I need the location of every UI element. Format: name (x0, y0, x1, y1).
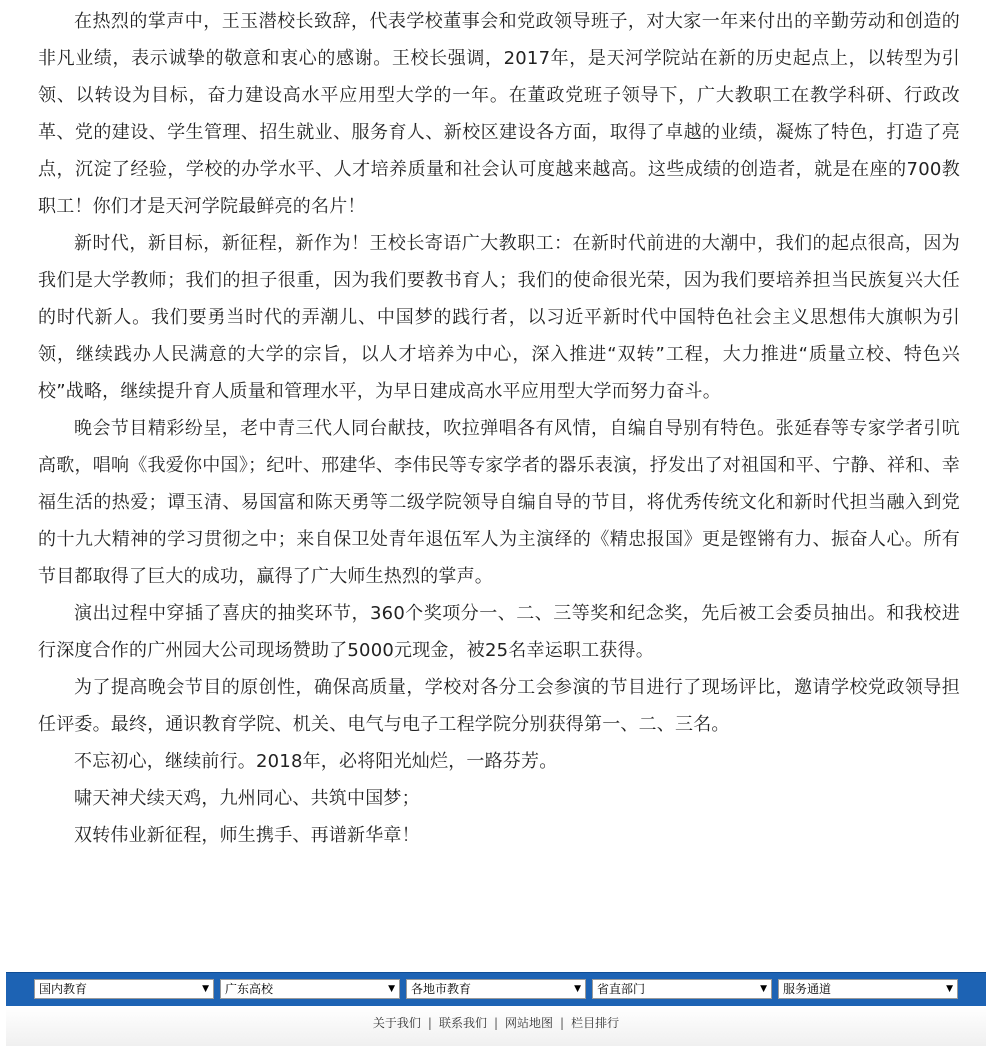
footer-separator: | (493, 1016, 499, 1030)
chevron-down-icon: ▼ (760, 984, 767, 994)
article-paragraph: 在热烈的掌声中，王玉潜校长致辞，代表学校董事会和党政领导班子，对大家一年来付出的辛勤劳动和创造的非凡业绩，表示诚挚的敬意和衷心的感谢。王校长强调，2017年，是天河学院站在新的历史起点上，以转型为引领、以转设为目标，奋力建设高水平应用型大学的一年。在董政党班子领导下，广大教职工在教学科研、行政改革、党的建设、学生管理、招生就业、服务育人、新校区建设各方面，取得了卓越的业绩，凝炼了特色，打造了亮点，沉淀了经验，学校的办学水平、人才培养质量和社会认可度越来越高。这些成绩的创造者，就是在座的700教职工！你们才是天河学院最鲜亮的名片！ (38, 11, 960, 217)
footer-separator: | (427, 1016, 432, 1030)
article-paragraph: 新时代，新目标，新征程，新作为！王校长寄语广大教职工：在新时代前进的大潮中，我们的起点很高，因为我们是大学教师；我们的担子很重，因为我们要教书育人；我们的使命很光荣，因为我们要培养担当民族复兴大任的时代新人。我们要勇当时代的弄潮儿、中国梦的践行者，以习近平新时代中国特色社会主义思想伟大旗帜为引领，继续践办人民满意的大学的宗旨，以人才培养为中心，深入推进“双转”工程，大力推进“质量立校、特色兴校”战略，继续提升育人质量和管理水平，为早日建成高水平应用型大学而努力奋斗。 (38, 233, 960, 402)
footer-link-sitemap[interactable]: 网站地图 (505, 1016, 554, 1030)
footer-separator: | (560, 1016, 565, 1030)
dropdown-domestic-education[interactable] (34, 979, 214, 999)
footer-link-about[interactable]: 关于我们 (372, 1016, 421, 1030)
dropdown-label: 国内教育 (39, 982, 88, 996)
article-paragraph: 演出过程中穿插了喜庆的抽奖环节，360个奖项分一、二、三等奖和纪念奖，先后被工会委员抽出。和我校进行深度合作的广州园大公司现场赞助了5000元现金，被25名幸运职工获得。 (38, 603, 960, 661)
article-paragraph: 为了提高晚会节目的原创性，确保高质量，学校对各分工会参演的节目进行了现场评比，邀请学校党政领导担任评委。最终，通识教育学院、机关、电气与电子工程学院分别获得第一、二、三名。 (38, 677, 960, 735)
dropdown-label: 各地市教育 (411, 982, 472, 996)
dropdown-label: 服务通道 (783, 982, 832, 996)
chevron-down-icon: ▼ (388, 984, 395, 994)
dropdown-service-channel[interactable] (778, 979, 958, 999)
footer-link-contact[interactable]: 联系我们 (438, 1016, 487, 1030)
footer-link-ranking[interactable]: 栏目排行 (571, 1016, 620, 1030)
site-footer (6, 1006, 986, 1046)
dropdown-city-education[interactable] (406, 979, 586, 999)
article-body (38, 3, 960, 854)
article-paragraph: 晚会节目精彩纷呈，老中青三代人同台献技，吹拉弹唱各有风情，自编自导别有特色。张延春等专家学者引吭高歌，唱响《我爱你中国》；纪叶、邢建华、李伟民等专家学者的器乐表演，抒发出了对祖国和平、宁静、祥和、幸福生活的热爱；谭玉清、易国富和陈天勇等二级学院领导自编自导的节目，将优秀传统文化和新时代担当融入到党的十九大精神的学习贯彻之中；来自保卫处青年退伍军人为主演绎的《精忠报国》更是铿锵有力、振奋人心。所有节目都取得了巨大的成功，赢得了广大师生热烈的掌声。 (38, 418, 960, 587)
chevron-down-icon: ▼ (202, 984, 209, 994)
site-nav-bar (6, 972, 986, 1007)
dropdown-guangdong-universities[interactable] (220, 979, 400, 999)
dropdown-provincial-departments[interactable] (592, 979, 772, 999)
article-paragraph: 不忘初心，继续前行。2018年，必将阳光灿烂，一路芬芳。 (74, 751, 558, 772)
dropdown-label: 广东高校 (225, 982, 274, 996)
article-paragraph: 双转伟业新征程，师生携手、再谱新华章！ (74, 825, 420, 846)
article-paragraph: 啸天神犬续天鸡，九州同心、共筑中国梦； (74, 788, 420, 809)
dropdown-label: 省直部门 (597, 982, 646, 996)
chevron-down-icon: ▼ (574, 984, 581, 994)
chevron-down-icon: ▼ (946, 984, 953, 994)
